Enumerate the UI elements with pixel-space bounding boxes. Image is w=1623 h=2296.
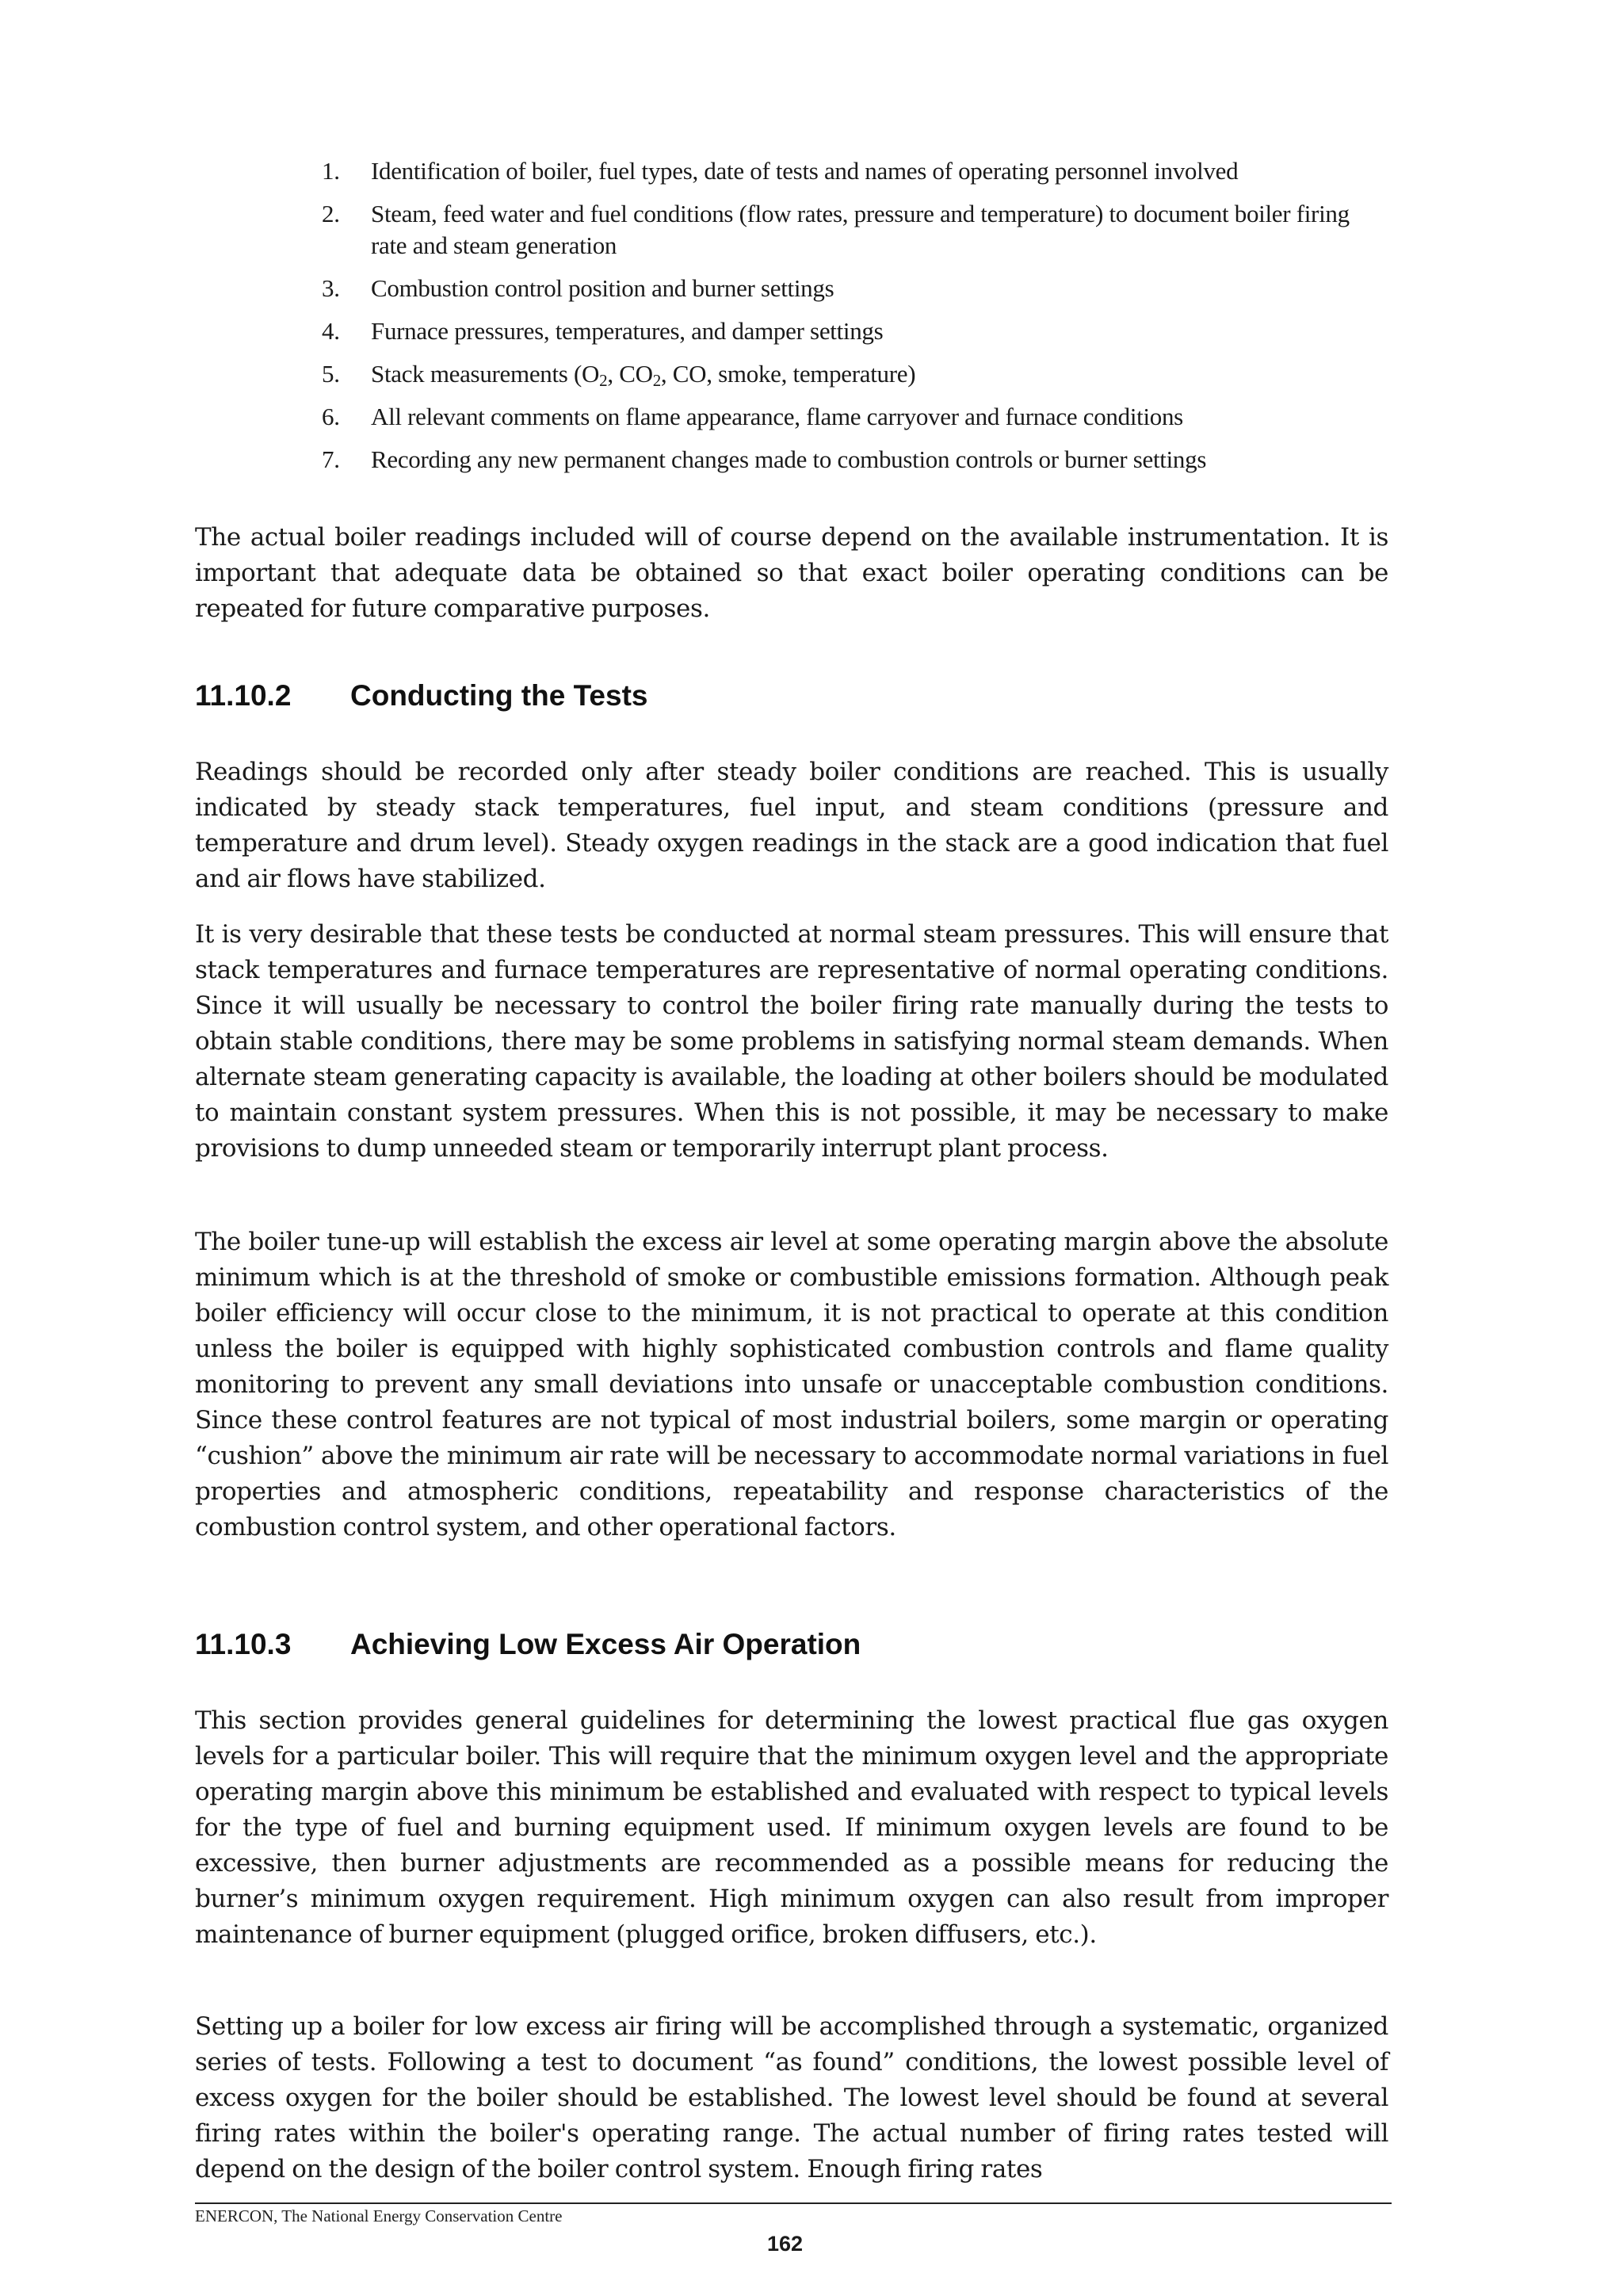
list-item-text: Combustion control position and burner settings <box>371 274 834 302</box>
list-item-text: All relevant comments on flame appearance, flame carryover and furnace conditions <box>371 403 1183 430</box>
numbered-list <box>317 155 1363 487</box>
section-heading-conducting-tests <box>195 679 647 712</box>
list-item-text: Furnace pressures, temperatures, and damper settings <box>371 317 884 345</box>
footer-organization: ENERCON, The National Energy Conservation Centre <box>195 2206 563 2225</box>
list-item-text: Recording any new permanent changes made to combustion controls or burner settings <box>371 445 1207 473</box>
paragraph: This section provides general guidelines for determining the lowest practical flue gas oxygen levels for a particular boiler. This will require that the minimum oxygen level and the appropriate operating margin above this minimum be established and evaluated with respect to typical levels for the type of fuel and burning equipment used. If minimum oxygen levels are found to be excessive, then burner adjustments are recommended as a possible means for reducing the burner’s minimum oxygen requirement. High minimum oxygen can also result from improper maintenance of burner equipment (plugged orifice, broken diffusers, etc.). <box>195 1706 1388 1949</box>
list-item-text: Identification of boiler, fuel types, date of tests and names of operating personnel involved <box>371 157 1239 185</box>
list-item: 3. Combustion control position and burner settings <box>322 274 834 302</box>
list-item: 4. Furnace pressures, temperatures, and damper settings <box>322 317 884 345</box>
list-item: 6. All relevant comments on flame appearance, flame carryover and furnace conditions <box>322 403 1183 430</box>
section-number: 11.10.3 <box>195 1628 292 1660</box>
list-item: 5. Stack measurements ($O_2$, $CO_2$, CO, smoke, temperature) <box>322 360 916 390</box>
section-number: 11.10.2 <box>195 679 292 712</box>
section-title: Achieving Low Excess Air Operation <box>350 1628 861 1660</box>
paragraph: The boiler tune-up will establish the excess air level at some operating margin above the absolute minimum which is at the threshold of smoke or combustible emissions formation. Although peak boiler efficiency will occur close to the minimum, it is not practical to operate at this condition unless the boiler is equipped with highly sophisticated combustion controls and flame quality monitoring to prevent any small deviations into unsafe or unacceptable combustion conditions. Since these control features are not typical of most industrial boilers, some margin or operating “cushion” above the minimum air rate will be necessary to accommodate normal variations in fuel properties and atmospheric conditions, repeatability and response characteristics of the combustion control system, and other operational factors. <box>195 1228 1388 1541</box>
paragraph: Readings should be recorded only after steady boiler conditions are reached. This is usually indicated by steady stack temperatures, fuel input, and steam conditions (pressure and temperature and drum level). Steady oxygen readings in the stack are a good indication that fuel and air flows have stabilized. <box>195 758 1388 893</box>
paragraph: Setting up a boiler for low excess air firing will be accomplished through a systematic, organized series of tests. Following a test to document “as found” conditions, the lowest possible level of excess oxygen for the boiler should be established. The lowest level should be found at several firing rates within the boiler's operating range. The actual number of firing rates tested will depend on the design of the boiler control system. Enough firing rates <box>195 2012 1388 2183</box>
page-number: 162 <box>767 2232 804 2256</box>
intro-paragraph: The actual boiler readings included will of course depend on the available instrumentation. It is important that adequate data be obtained so that exact boiler operating conditions can be repeated for future comparative purposes. <box>195 523 1388 623</box>
list-item: 7. Recording any new permanent changes made to combustion controls or burner settings <box>322 445 1207 473</box>
paragraph: It is very desirable that these tests be conducted at normal steam pressures. This will ensure that stack temperatures and furnace temperatures are representative of normal operating conditions. Since it will usually be necessary to control the boiler firing rate manually during the tests to obtain stable conditions, there may be some problems in satisfying normal steam demands. When alternate steam generating capacity is available, the loading at other boilers should be modulated to maintain constant system pressures. When this is not possible, it may be necessary to make provisions to dump unneeded steam or temporarily interrupt plant process. <box>195 920 1388 1163</box>
section-title: Conducting the Tests <box>350 679 648 712</box>
list-item: 2. Steam, feed water and fuel conditions (flow rates, pressure and temperature) to document boiler firing rate and steam generation <box>322 200 1350 259</box>
footer-divider <box>195 2202 1392 2204</box>
list-item-text: Stack measurements ($O_2$, $CO_2$, CO, smoke, temperature) <box>371 360 916 390</box>
section-heading-low-excess-air <box>195 1628 861 1661</box>
list-item: 1. Identification of boiler, fuel types, date of tests and names of operating personnel involved <box>322 157 1239 185</box>
list-item-text: Steam, feed water and fuel conditions (flow rates, pressure and temperature) to document boiler firing rate and steam generation <box>371 200 1350 259</box>
